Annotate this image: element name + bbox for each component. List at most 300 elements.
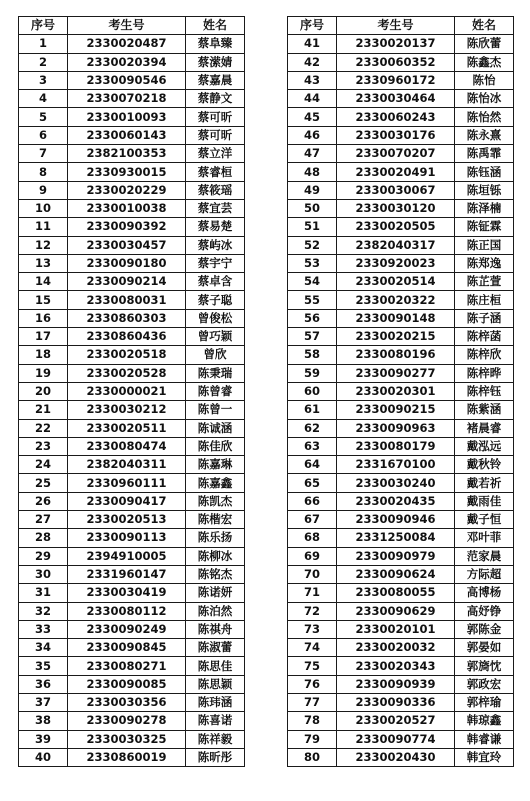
row-seq-cell: 54 (288, 273, 337, 291)
table-row (19, 712, 245, 730)
table-row (19, 163, 245, 181)
row-exam-id-cell: 2330860436 (68, 328, 186, 346)
row-name-cell: 蔡可昕 (186, 108, 245, 126)
row-seq-cell: 58 (288, 346, 337, 364)
row-seq-cell: 26 (19, 492, 68, 510)
row-name-cell: 蔡立洋 (186, 145, 245, 163)
row-name-cell: 韩睿谦 (455, 730, 514, 748)
table-row (288, 181, 514, 199)
row-name-cell: 蔡宜芸 (186, 199, 245, 217)
table-row (288, 163, 514, 181)
row-name-cell: 陈淑蕾 (186, 639, 245, 657)
row-exam-id-cell: 2330920023 (337, 254, 455, 272)
row-name-cell: 蔡潆婧 (186, 53, 245, 71)
row-seq-cell: 28 (19, 529, 68, 547)
row-exam-id-cell: 2330020032 (337, 639, 455, 657)
table-row (288, 675, 514, 693)
row-exam-id-cell: 2330030176 (337, 126, 455, 144)
row-name-cell: 陈垣铄 (455, 181, 514, 199)
table-row (19, 437, 245, 455)
row-exam-id-cell: 2330960111 (68, 474, 186, 492)
header-exam-id: 考生号 (68, 17, 186, 35)
row-exam-id-cell: 2382040317 (337, 236, 455, 254)
table-row (288, 730, 514, 748)
table-row (288, 291, 514, 309)
table-row (19, 492, 245, 510)
row-seq-cell: 30 (19, 565, 68, 583)
row-seq-cell: 80 (288, 748, 337, 766)
row-name-cell: 陈永熹 (455, 126, 514, 144)
row-exam-id-cell: 2330010038 (68, 199, 186, 217)
row-exam-id-cell: 2330090546 (68, 71, 186, 89)
row-seq-cell: 24 (19, 456, 68, 474)
row-exam-id-cell: 2330020511 (68, 419, 186, 437)
table-row (19, 328, 245, 346)
row-name-cell: 陈祺舟 (186, 620, 245, 638)
table-row (19, 565, 245, 583)
row-name-cell: 陈郑逸 (455, 254, 514, 272)
row-exam-id-cell: 2330090215 (337, 401, 455, 419)
row-name-cell: 陈嘉鑫 (186, 474, 245, 492)
row-exam-id-cell: 2330080474 (68, 437, 186, 455)
row-seq-cell: 44 (288, 90, 337, 108)
table-row (288, 620, 514, 638)
row-exam-id-cell: 2330090277 (337, 364, 455, 382)
row-name-cell: 陈柳冰 (186, 547, 245, 565)
table-row (19, 639, 245, 657)
table-row (19, 529, 245, 547)
table-row (288, 437, 514, 455)
row-exam-id-cell: 2330030325 (68, 730, 186, 748)
table-row (19, 236, 245, 254)
row-name-cell: 陈梓欣 (455, 346, 514, 364)
row-seq-cell: 50 (288, 199, 337, 217)
row-name-cell: 陈佳欣 (186, 437, 245, 455)
row-seq-cell: 3 (19, 71, 68, 89)
row-name-cell: 陈钲霖 (455, 218, 514, 236)
row-seq-cell: 69 (288, 547, 337, 565)
row-name-cell: 戴子恒 (455, 511, 514, 529)
row-exam-id-cell: 2330090963 (337, 419, 455, 437)
row-seq-cell: 56 (288, 309, 337, 327)
row-name-cell: 曾巧颖 (186, 328, 245, 346)
row-name-cell: 陈怡然 (455, 108, 514, 126)
row-seq-cell: 36 (19, 675, 68, 693)
row-exam-id-cell: 2330060243 (337, 108, 455, 126)
row-exam-id-cell: 2330020394 (68, 53, 186, 71)
row-exam-id-cell: 2330030067 (337, 181, 455, 199)
header-exam-id: 考生号 (337, 17, 455, 35)
table-row (288, 145, 514, 163)
table-row (288, 126, 514, 144)
table-row (19, 456, 245, 474)
row-seq-cell: 18 (19, 346, 68, 364)
row-exam-id-cell: 2330000021 (68, 382, 186, 400)
table-row (288, 401, 514, 419)
row-name-cell: 陈庄桓 (455, 291, 514, 309)
row-exam-id-cell: 2330030240 (337, 474, 455, 492)
row-exam-id-cell: 2330020322 (337, 291, 455, 309)
row-seq-cell: 35 (19, 657, 68, 675)
table-row (288, 639, 514, 657)
row-name-cell: 陈昕彤 (186, 748, 245, 766)
row-exam-id-cell: 2330090845 (68, 639, 186, 657)
row-seq-cell: 78 (288, 712, 337, 730)
row-exam-id-cell: 2330860019 (68, 748, 186, 766)
roster-table-right (287, 16, 514, 767)
row-name-cell: 蔡可昕 (186, 126, 245, 144)
row-exam-id-cell: 2330010093 (68, 108, 186, 126)
row-exam-id-cell: 2330090774 (337, 730, 455, 748)
table-row (19, 309, 245, 327)
row-exam-id-cell: 2330080196 (337, 346, 455, 364)
row-seq-cell: 31 (19, 584, 68, 602)
row-name-cell: 陈子涵 (455, 309, 514, 327)
row-name-cell: 陈喜诺 (186, 712, 245, 730)
row-exam-id-cell: 2330090946 (337, 511, 455, 529)
table-row (288, 456, 514, 474)
table-row (19, 291, 245, 309)
row-name-cell: 蔡嘉晨 (186, 71, 245, 89)
table-row (288, 364, 514, 382)
table-row (19, 401, 245, 419)
row-exam-id-cell: 2330030356 (68, 693, 186, 711)
table-row (288, 309, 514, 327)
roster-body-right (288, 35, 514, 767)
row-name-cell: 陈梓钰 (455, 382, 514, 400)
row-name-cell: 蔡卓含 (186, 273, 245, 291)
row-seq-cell: 74 (288, 639, 337, 657)
row-name-cell: 高博杨 (455, 584, 514, 602)
table-row (19, 346, 245, 364)
table-row (19, 108, 245, 126)
table-row (288, 71, 514, 89)
row-name-cell: 蔡屿冰 (186, 236, 245, 254)
row-exam-id-cell: 2330080112 (68, 602, 186, 620)
table-row (288, 53, 514, 71)
row-exam-id-cell: 2330030120 (337, 199, 455, 217)
row-seq-cell: 6 (19, 126, 68, 144)
row-name-cell: 陈紫涵 (455, 401, 514, 419)
row-name-cell: 蔡筱瑶 (186, 181, 245, 199)
row-seq-cell: 34 (19, 639, 68, 657)
row-seq-cell: 12 (19, 236, 68, 254)
row-exam-id-cell: 2394910005 (68, 547, 186, 565)
table-row (19, 748, 245, 766)
row-name-cell: 蔡阜臻 (186, 35, 245, 53)
row-seq-cell: 77 (288, 693, 337, 711)
row-exam-id-cell: 2382100353 (68, 145, 186, 163)
row-exam-id-cell: 2330060143 (68, 126, 186, 144)
row-exam-id-cell: 2330090148 (337, 309, 455, 327)
row-seq-cell: 42 (288, 53, 337, 71)
row-name-cell: 戴若祈 (455, 474, 514, 492)
row-name-cell: 陈泽楠 (455, 199, 514, 217)
row-exam-id-cell: 2330070207 (337, 145, 455, 163)
row-exam-id-cell: 2331960147 (68, 565, 186, 583)
row-name-cell: 陈曾一 (186, 401, 245, 419)
row-seq-cell: 45 (288, 108, 337, 126)
table-row (19, 419, 245, 437)
row-name-cell: 陈凯杰 (186, 492, 245, 510)
table-row (19, 53, 245, 71)
row-seq-cell: 39 (19, 730, 68, 748)
row-exam-id-cell: 2330020430 (337, 748, 455, 766)
row-exam-id-cell: 2330090629 (337, 602, 455, 620)
row-exam-id-cell: 2330080179 (337, 437, 455, 455)
header-name: 姓名 (186, 17, 245, 35)
row-name-cell: 陈梓晔 (455, 364, 514, 382)
row-exam-id-cell: 2330080271 (68, 657, 186, 675)
row-exam-id-cell: 2330020137 (337, 35, 455, 53)
row-name-cell: 陈正国 (455, 236, 514, 254)
row-name-cell: 蔡易楚 (186, 218, 245, 236)
row-name-cell: 陈秉瑞 (186, 364, 245, 382)
row-exam-id-cell: 2382040311 (68, 456, 186, 474)
row-name-cell: 陈铭杰 (186, 565, 245, 583)
row-exam-id-cell: 2330090249 (68, 620, 186, 638)
row-seq-cell: 66 (288, 492, 337, 510)
row-seq-cell: 65 (288, 474, 337, 492)
row-seq-cell: 46 (288, 126, 337, 144)
table-row (19, 218, 245, 236)
row-seq-cell: 51 (288, 218, 337, 236)
table-row (288, 273, 514, 291)
table-row (19, 181, 245, 199)
row-seq-cell: 72 (288, 602, 337, 620)
row-seq-cell: 48 (288, 163, 337, 181)
row-seq-cell: 16 (19, 309, 68, 327)
row-exam-id-cell: 2330020514 (337, 273, 455, 291)
row-name-cell: 陈曾睿 (186, 382, 245, 400)
table-row (288, 474, 514, 492)
row-seq-cell: 57 (288, 328, 337, 346)
row-seq-cell: 8 (19, 163, 68, 181)
roster-table-left (18, 16, 245, 767)
row-seq-cell: 62 (288, 419, 337, 437)
table-row (19, 474, 245, 492)
row-seq-cell: 76 (288, 675, 337, 693)
row-name-cell: 陈乐扬 (186, 529, 245, 547)
row-seq-cell: 19 (19, 364, 68, 382)
table-row (19, 382, 245, 400)
row-name-cell: 蔡静文 (186, 90, 245, 108)
row-name-cell: 郭旖忱 (455, 657, 514, 675)
row-exam-id-cell: 2330020215 (337, 328, 455, 346)
header-seq: 序号 (288, 17, 337, 35)
row-exam-id-cell: 2330090214 (68, 273, 186, 291)
table-header-row (19, 17, 245, 35)
row-name-cell: 陈楷宏 (186, 511, 245, 529)
row-seq-cell: 75 (288, 657, 337, 675)
table-row (19, 90, 245, 108)
row-name-cell: 郭陈金 (455, 620, 514, 638)
row-name-cell: 陈玮涵 (186, 693, 245, 711)
row-seq-cell: 67 (288, 511, 337, 529)
row-seq-cell: 47 (288, 145, 337, 163)
table-row (288, 547, 514, 565)
row-seq-cell: 21 (19, 401, 68, 419)
row-exam-id-cell: 2330020528 (68, 364, 186, 382)
row-exam-id-cell: 2330020301 (337, 382, 455, 400)
table-row (19, 675, 245, 693)
row-seq-cell: 37 (19, 693, 68, 711)
row-exam-id-cell: 2330020343 (337, 657, 455, 675)
table-row (19, 584, 245, 602)
row-exam-id-cell: 2330020513 (68, 511, 186, 529)
row-name-cell: 陈诚涵 (186, 419, 245, 437)
row-name-cell: 邓叶菲 (455, 529, 514, 547)
row-seq-cell: 1 (19, 35, 68, 53)
table-row (288, 748, 514, 766)
table-row (19, 620, 245, 638)
row-exam-id-cell: 2330030212 (68, 401, 186, 419)
table-row (19, 730, 245, 748)
table-row (288, 419, 514, 437)
table-header-row (288, 17, 514, 35)
row-name-cell: 陈嘉琳 (186, 456, 245, 474)
table-row (288, 90, 514, 108)
row-seq-cell: 27 (19, 511, 68, 529)
table-row (288, 657, 514, 675)
row-exam-id-cell: 2330020435 (337, 492, 455, 510)
row-exam-id-cell: 2330070218 (68, 90, 186, 108)
table-row (288, 492, 514, 510)
row-exam-id-cell: 2330020505 (337, 218, 455, 236)
row-name-cell: 陈诺妍 (186, 584, 245, 602)
row-name-cell: 陈鑫杰 (455, 53, 514, 71)
row-exam-id-cell: 2330080031 (68, 291, 186, 309)
row-exam-id-cell: 2330090085 (68, 675, 186, 693)
row-seq-cell: 9 (19, 181, 68, 199)
row-name-cell: 韩琼鑫 (455, 712, 514, 730)
table-row (19, 511, 245, 529)
table-row (288, 199, 514, 217)
row-exam-id-cell: 2330090939 (337, 675, 455, 693)
row-name-cell: 郭梓瑜 (455, 693, 514, 711)
row-exam-id-cell: 2330020229 (68, 181, 186, 199)
row-seq-cell: 23 (19, 437, 68, 455)
table-row (288, 218, 514, 236)
row-exam-id-cell: 2330090180 (68, 254, 186, 272)
table-row (288, 529, 514, 547)
row-exam-id-cell: 2331250084 (337, 529, 455, 547)
row-exam-id-cell: 2330060352 (337, 53, 455, 71)
row-seq-cell: 41 (288, 35, 337, 53)
row-name-cell: 陈欣蕾 (455, 35, 514, 53)
row-name-cell: 陈梓菡 (455, 328, 514, 346)
row-seq-cell: 52 (288, 236, 337, 254)
row-seq-cell: 32 (19, 602, 68, 620)
row-name-cell: 陈思颖 (186, 675, 245, 693)
row-exam-id-cell: 2330030419 (68, 584, 186, 602)
row-name-cell: 陈泊然 (186, 602, 245, 620)
roster-body-left (19, 35, 245, 767)
row-exam-id-cell: 2330930015 (68, 163, 186, 181)
row-name-cell: 陈怡冰 (455, 90, 514, 108)
table-row (19, 364, 245, 382)
row-name-cell: 郭晏如 (455, 639, 514, 657)
table-row (19, 657, 245, 675)
row-exam-id-cell: 2330030464 (337, 90, 455, 108)
row-exam-id-cell: 2330090392 (68, 218, 186, 236)
row-seq-cell: 63 (288, 437, 337, 455)
row-name-cell: 曾俊松 (186, 309, 245, 327)
row-exam-id-cell: 2330020527 (337, 712, 455, 730)
row-name-cell: 戴泓远 (455, 437, 514, 455)
table-row (19, 254, 245, 272)
table-row (288, 254, 514, 272)
table-row (288, 602, 514, 620)
table-row (19, 126, 245, 144)
row-seq-cell: 17 (19, 328, 68, 346)
table-row (288, 712, 514, 730)
row-seq-cell: 68 (288, 529, 337, 547)
table-row (288, 584, 514, 602)
table-row (288, 236, 514, 254)
row-exam-id-cell: 2330860303 (68, 309, 186, 327)
row-exam-id-cell: 2330090336 (337, 693, 455, 711)
row-exam-id-cell: 2330020101 (337, 620, 455, 638)
table-row (19, 145, 245, 163)
row-name-cell: 范家晨 (455, 547, 514, 565)
row-seq-cell: 7 (19, 145, 68, 163)
header-seq: 序号 (19, 17, 68, 35)
row-seq-cell: 79 (288, 730, 337, 748)
row-name-cell: 郭政宏 (455, 675, 514, 693)
row-name-cell: 陈禹霏 (455, 145, 514, 163)
row-seq-cell: 55 (288, 291, 337, 309)
row-seq-cell: 53 (288, 254, 337, 272)
row-seq-cell: 11 (19, 218, 68, 236)
row-exam-id-cell: 2330090417 (68, 492, 186, 510)
row-exam-id-cell: 2330090624 (337, 565, 455, 583)
row-name-cell: 戴雨佳 (455, 492, 514, 510)
row-seq-cell: 40 (19, 748, 68, 766)
row-seq-cell: 59 (288, 364, 337, 382)
row-exam-id-cell: 2330020491 (337, 163, 455, 181)
row-name-cell: 陈思佳 (186, 657, 245, 675)
table-row (19, 693, 245, 711)
row-seq-cell: 73 (288, 620, 337, 638)
row-seq-cell: 71 (288, 584, 337, 602)
row-seq-cell: 29 (19, 547, 68, 565)
row-exam-id-cell: 2330090979 (337, 547, 455, 565)
row-name-cell: 方际超 (455, 565, 514, 583)
table-row (288, 35, 514, 53)
row-name-cell: 陈怡 (455, 71, 514, 89)
table-row (288, 382, 514, 400)
table-row (19, 602, 245, 620)
row-seq-cell: 2 (19, 53, 68, 71)
row-seq-cell: 20 (19, 382, 68, 400)
table-row (288, 693, 514, 711)
row-seq-cell: 22 (19, 419, 68, 437)
row-exam-id-cell: 2330090113 (68, 529, 186, 547)
row-exam-id-cell: 2331670100 (337, 456, 455, 474)
row-name-cell: 曾欣 (186, 346, 245, 364)
table-row (288, 511, 514, 529)
row-seq-cell: 25 (19, 474, 68, 492)
row-seq-cell: 5 (19, 108, 68, 126)
row-exam-id-cell: 2330090278 (68, 712, 186, 730)
row-seq-cell: 49 (288, 181, 337, 199)
row-exam-id-cell: 2330020518 (68, 346, 186, 364)
row-name-cell: 褚晨睿 (455, 419, 514, 437)
row-seq-cell: 4 (19, 90, 68, 108)
row-seq-cell: 38 (19, 712, 68, 730)
row-exam-id-cell: 2330080055 (337, 584, 455, 602)
